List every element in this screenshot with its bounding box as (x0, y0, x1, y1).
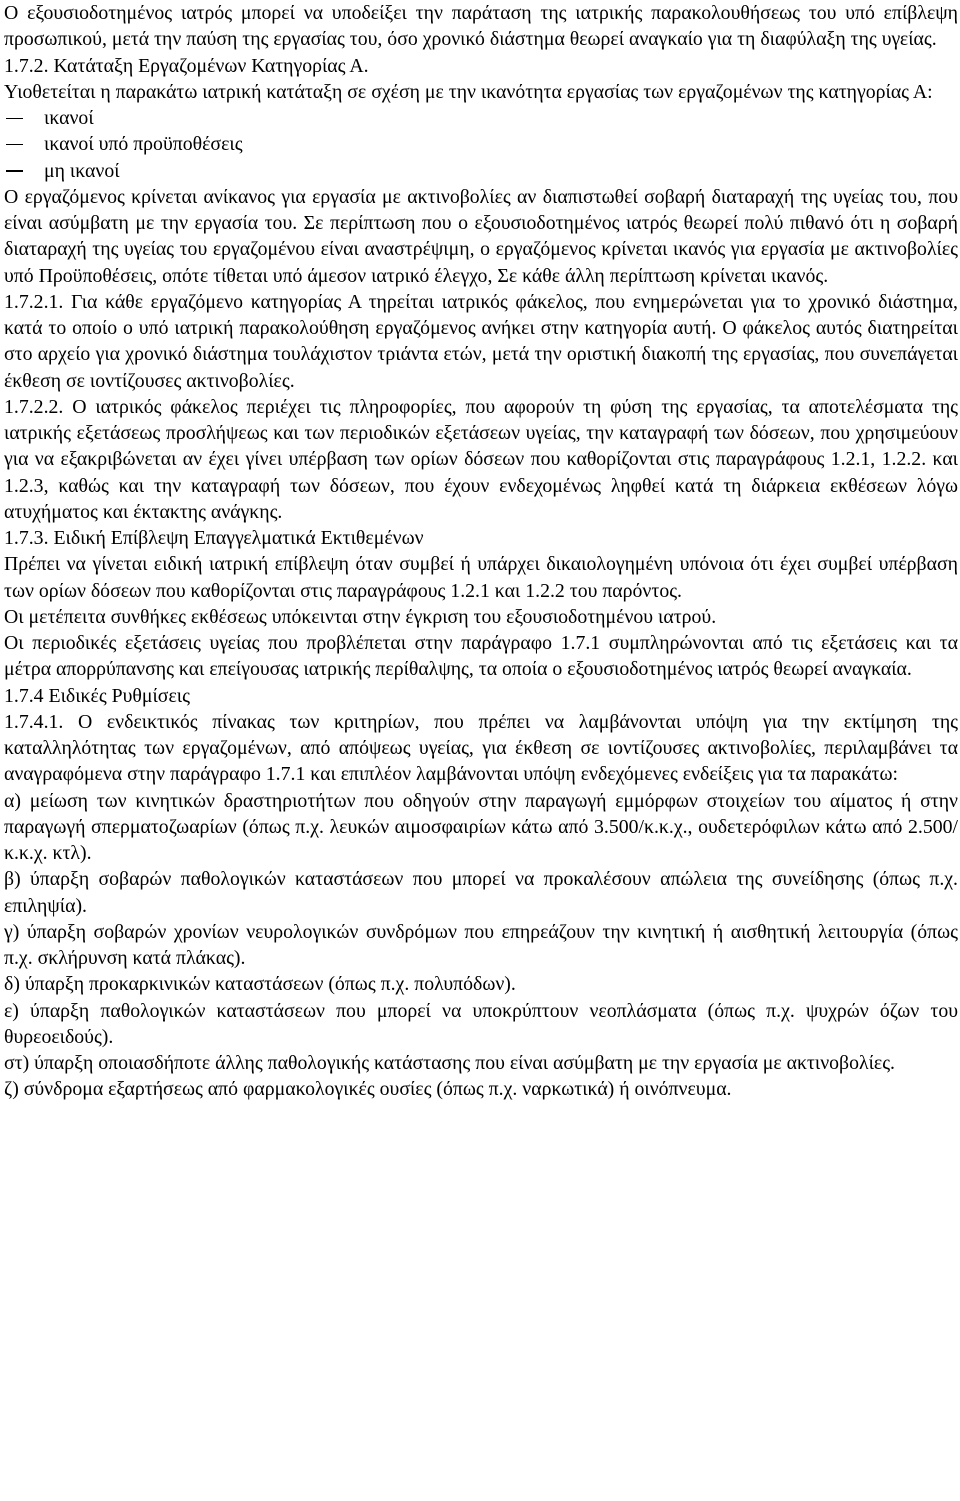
list-item-text: ικανοί υπό προϋποθέσεις (44, 133, 243, 156)
classification-list (4, 105, 958, 184)
paragraph-1-7-2-1: 1.7.2.1. Για κάθε εργαζόμενο κατηγορίας Α τηρείται ιατρικός φάκελος, που ενημερώνεται για το χρονικό διάστημα, κατά το οποίο ο υπό ιατρική παρακολούθηση εργαζόμενος ανήκει στην κατηγορία αυτή. Ο φάκελος αυτός διατηρείται στο αρχείο για χρονικό διάστημα τουλάχιστον τριάντα ετών, μετά την οριστική διακοπή της εργασίας, που συνεπάγεται έκθεση σε ιοντίζουσες ακτινοβολίες. (4, 290, 958, 392)
intro-paragraph: Ο εξουσιοδοτημένος ιατρός μπορεί να υποδείξει την παράταση της ιατρικής παρακολουθήσεως του υπό επίβλεψη προσωπικού, μετά την παύση της εργασίας του, όσο χρονικό διάστημα θεωρεί αναγκαίο για τη διαφύλαξη της υγείας. (4, 2, 958, 51)
classification-intro-paragraph: Υιοθετείται η παρακάτω ιατρική κατάταξη σε σχέση με την ικανότητα εργασίας των εργαζομένων της κατηγορίας Α: (4, 80, 933, 103)
periodic-exams-paragraph: Οι περιοδικές εξετάσεις υγείας που προβλέπεται στην παράγραφο 1.7.1 συμπληρώνονται από τις εξετάσεις και τα μέτρα απορρύπανσης και επείγουσας ιατρικής περίθαλψης, τα οποία ο εξουσιοδοτημένος ιατρός θεωρεί αναγκαία. (4, 632, 958, 681)
criterion-item: ζ) σύνδρομα εξαρτήσεως από φαρμακολογικές ουσίες (όπως π.χ. ναρκωτικά) ή οινόπνευμα. (4, 1078, 732, 1101)
dash-bullet-icon (6, 118, 23, 120)
list-item-text: ικανοί (44, 107, 94, 129)
paragraph-1-7-4-1: 1.7.4.1. Ο ενδεικτικός πίνακας των κριτηρίων, που πρέπει να λαμβάνονται υπόψη για την εκτίμηση της καταλληλότητας των εργαζομένων, από απόψεως υγείας, για έκθεση σε ιοντίζουσες ακτινοβολίες, περιλαμβάνει τα αναγραφόμενα στην παράγραφο 1.7.1 και επιπλέον λαμβάνονται υπόψη ενδεχόμενες ενδείξεις για τα παρακάτω: (4, 710, 958, 786)
special-supervision-paragraph: Πρέπει να γίνεται ειδική ιατρική επίβλεψη όταν συμβεί ή υπάρχει δικαιολογημένη υπόνοια ότι έχει συμβεί υπέρβαση των ορίων δόσεων που καθορίζονται στις παραγράφους 1.2.1 και 1.2.2 του παρόντος. (4, 553, 958, 602)
criterion-item: ε) ύπαρξη παθολογικών καταστάσεων που μπορεί να υποκρύπτουν νεοπλάσματα (όπως π.χ. ψυχρών όζων του θυρεοειδούς). (4, 999, 958, 1048)
section-heading-1-7-2: 1.7.2. Κατάταξη Εργαζομένων Κατηγορίας Α. (4, 54, 369, 77)
criterion-item: γ) ύπαρξη σοβαρών χρονίων νευρολογικών συνδρόμων που επηρεάζουν την κινητική ή αισθητική λειτουργία (όπως π.χ. σκλήρυνση κατά πλάκας). (4, 920, 958, 969)
subsequent-exposure-paragraph: Οι μετέπειτα συνθήκες εκθέσεως υπόκεινται στην έγκριση του εξουσιοδοτημένου ιατρού. (4, 605, 717, 628)
dash-bullet-icon (6, 144, 23, 146)
list-item (4, 131, 958, 157)
section-heading-1-7-3: 1.7.3. Ειδική Επίβλεψη Επαγγελματικά Εκτιθεμένων (4, 527, 424, 549)
list-item (4, 105, 958, 131)
section-heading-1-7-4: 1.7.4 Ειδικές Ρυθμίσεις (4, 684, 190, 707)
criterion-item: δ) ύπαρξη προκαρκινικών καταστάσεων (όπως π.χ. πολυπόδων). (4, 973, 516, 996)
dash-bullet-icon (6, 170, 23, 172)
criterion-item: στ) ύπαρξη οποιασδήποτε άλλης παθολογικής κατάστασης που είναι ασύμβατη με την εργασία με ακτινοβολίες. (4, 1052, 895, 1074)
criterion-item: β) ύπαρξη σοβαρών παθολογικών καταστάσεων που μπορεί να προκαλέσουν απώλεια της συνείδησης (όπως π.χ. επιληψία). (4, 868, 958, 917)
list-item-text: μη ικανοί (44, 159, 120, 182)
list-item (4, 158, 958, 184)
unfit-worker-paragraph: Ο εργαζόμενος κρίνεται ανίκανος για εργασία με ακτινοβολίες αν διαπιστωθεί σοβαρή διαταραχή της υγείας του, που είναι ασύμβατη με την εργασία του. Σε περίπτωση που ο εξουσιοδοτημένος ιατρός θεωρεί πολύ πιθανό ότι η σοβαρή διαταραχή της υγείας του εργαζομένου είναι αναστρέψιμη, ο εργαζόμενος κρίνεται ικανός για εργασία με ακτινοβολίες υπό Προϋποθέσεις, οπότε τίθεται υπό άμεσον ιατρικό έλεγχο, Σε κάθε άλλη περίπτωση κρίνεται ικανός. (4, 185, 958, 287)
paragraph-1-7-2-2: 1.7.2.2. Ο ιατρικός φάκελος περιέχει τις πληροφορίες, που αφορούν τη φύση της εργασίας, τα αποτελέσματα της ιατρικής εξετάσεως προσλήψεως και των περιοδικών εξετάσεων υγείας, την καταγραφή των δόσεων, που χρησιμεύουν για να εξακριβώνεται αν έχει γίνει υπέρβαση των ορίων δόσεων που καθορίζονται στις παραγράφους 1.2.1, 1.2.2. και 1.2.3, καθώς και την καταγραφή των δόσεων, που έχουν ενδεχομένως ληφθεί κατά τη διάρκεια εκθέσεων λόγω ατυχήματος και έκτακτης ανάγκης. (4, 395, 958, 523)
criterion-item: α) μείωση των κινητικών δραστηριοτήτων που οδηγούν στην παραγωγή εμμόρφων στοιχείων του αίματος ή στην παραγωγή σπερματοζωαρίων (όπως π.χ. λευκών αιμοσφαιρίων κάτω από 3.500/κ.κ.χ., ουδετερόφιλων κάτω από 2.500/κ.κ.χ. κτλ). (4, 789, 958, 864)
